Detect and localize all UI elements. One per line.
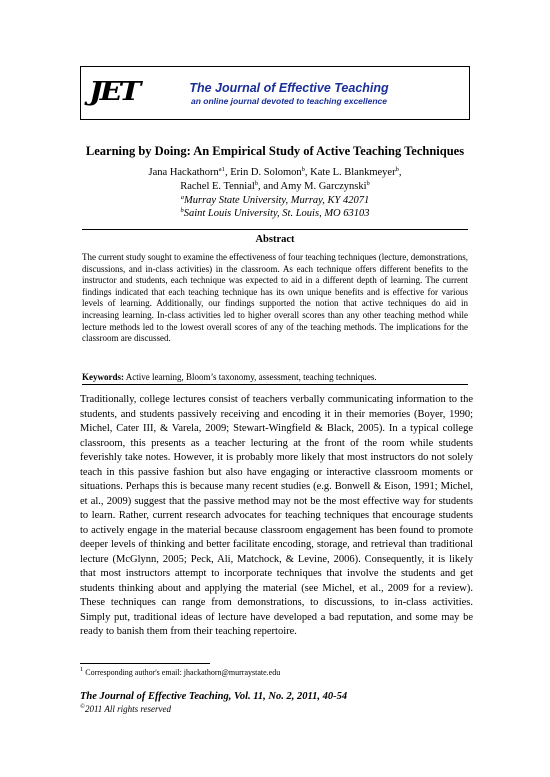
keywords-text: Active learning, Bloom’s taxonomy, assessment, teaching techniques.	[125, 372, 377, 382]
footnote-rule	[80, 663, 210, 664]
journal-logo: JET	[89, 77, 138, 107]
body-paragraph: Traditionally, college lectures consist of teachers verbally communicating information to the students, and students passively receiving and encoding it in their memories (Boyer, 1990; Michel, Cater III, & Varela, 2009; Stewart-Wingfield & Black, 2005). In a typical college classroom, this presents as a teacher lecturing at the front of the room while students feverishly take notes. However, it is probably more likely that most instructors do not solely teach in this passive fashion but also have engaging or interactive classroom moments or situations. Perhaps this is because many recent studies (e.g. Bonwell & Eison, 1991; Michel, et al., 2009) suggest that the passive method may not be the most effective way for students to learn. Rather, current research advocates for teaching techniques that encourage students to actively engage in the material because classroom engagement has been found to promote deeper levels of thinking and better facilitate encoding, storage, and retrieval than traditional lecture (McGlynn, 2005; Peck, Ali, Matchock, & Levine, 2006). Consequently, it is likely that most instructors attempt to incorporate techniques that involve the students and get students thinking about and applying the material (see Michel, et al., 2009 for a review). These techniques can range from demonstrations, to discussions, to in-class activities. Simply put, traditional ideas of lecture have developed a bad reputation, and some may be ready to banish them from their teaching repertoire.	[80, 394, 473, 637]
keywords-label: Keywords:	[82, 372, 124, 382]
journal-header-box	[80, 66, 470, 120]
abstract-text: The current study sought to examine the effectiveness of four teaching techniques (lecture, demonstrations, discussions, and in-class activities) in the classroom. As each technique offers different benefits to the instructor and students, each technique was expected to aid in a different depth of learning. The current findings indicated that each teaching technique has its own unique benefits and is effective for various levels of learning. Additionally, our findings supported the notion that active techniques do aid in increasing learning. In-class activities led to higher overall scores than any other teaching method while lecture methods led to the lowest overall scores of any of the teaching methods. The implications for the classroom are discussed.	[82, 252, 468, 344]
footnote: $^1$ Corresponding author's email: jhackathorn@murraystate.edu	[80, 666, 281, 677]
footer-citation: The Journal of Effective Teaching, Vol. 11, No. 2, 2011, 40-54	[80, 691, 348, 702]
journal-name: The Journal of Effective Teaching	[189, 81, 389, 95]
affiliation-b: $^b$Saint Louis University, St. Louis, MO 63103	[180, 207, 370, 219]
abstract-top-rule	[82, 229, 468, 230]
abstract-heading: Abstract	[255, 234, 295, 245]
affiliations	[60, 194, 490, 220]
footer-copyright: ©2011 All rights reserved	[80, 703, 172, 714]
paper-title: Learning by Doing: An Empirical Study of Active Teaching Techniques	[85, 144, 465, 158]
journal-subtitle: an online journal devoted to teaching excellence	[190, 96, 388, 106]
author-line-2: Rachel E. Tennial$^b$, and Amy M. Garczynski$^b$	[180, 180, 370, 192]
affiliation-a: $^a$Murray State University, Murray, KY 42071	[180, 194, 370, 206]
abstract-bottom-rule	[82, 384, 468, 385]
keywords	[82, 372, 468, 383]
author-line-1: Jana Hackathorn$^{a1}$, Erin D. Solomon$^b$, Kate L. Blankmeyer$^b$,	[148, 166, 402, 178]
author-list	[60, 166, 490, 194]
